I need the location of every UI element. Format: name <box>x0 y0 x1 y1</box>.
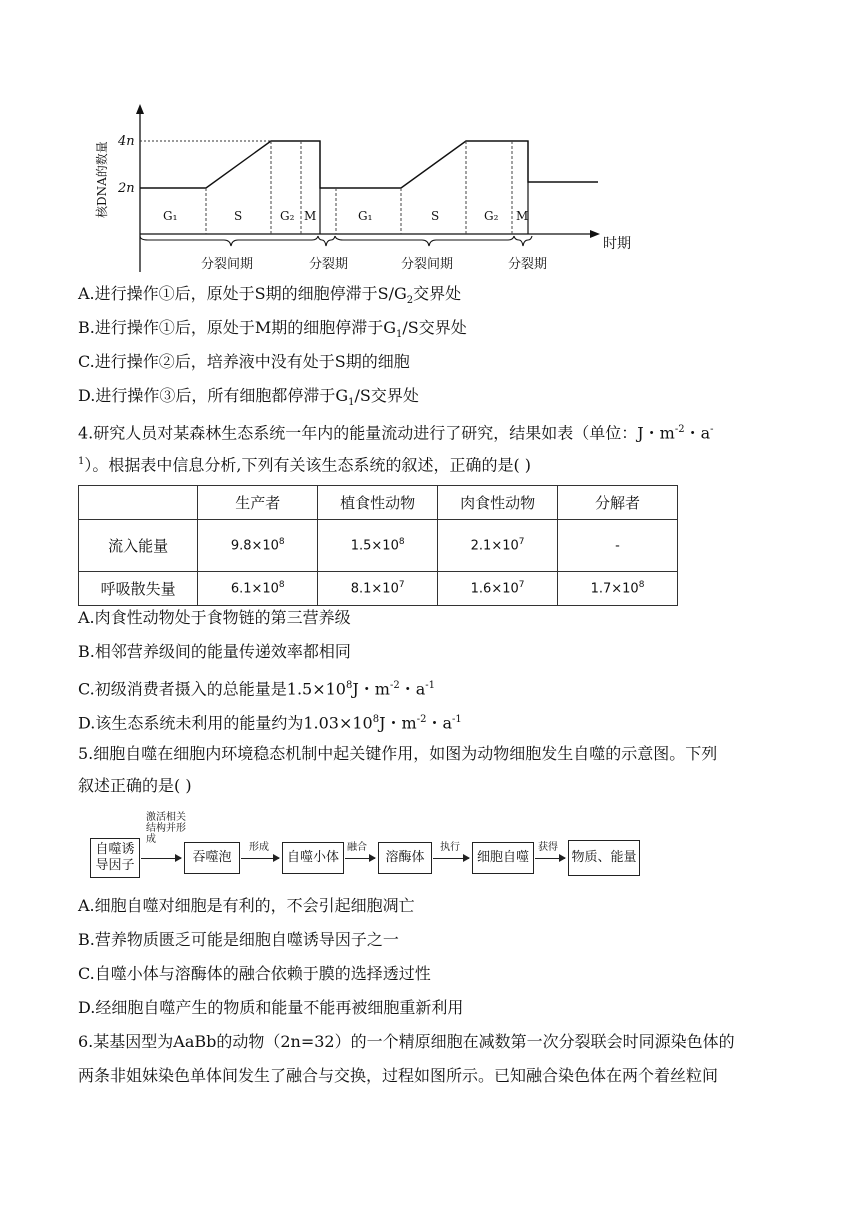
flow-box-lysosome: 溶酶体 <box>378 842 432 874</box>
q3-option-a: A.进行操作①后，原处于S期的细胞停滞于$S/G_2$交界处 <box>78 284 462 307</box>
autophagy-flow-diagram <box>88 812 648 884</box>
flow-label-form: 形成 <box>249 842 269 853</box>
flow-label-fuse: 融合 <box>347 842 367 853</box>
table-header-cell: 肉食性动物 <box>438 486 558 520</box>
flow-box-phagophore: 吞噬泡 <box>184 842 240 874</box>
group-label: 分裂间期 <box>401 257 454 272</box>
q5-stem-line1: 5.细胞自噬在细胞内环境稳态机制中起关键作用，如图为动物细胞发生自噬的示意图。下列 <box>78 744 718 763</box>
dna-content-chart <box>88 100 648 278</box>
phase-label: M <box>304 209 317 223</box>
q3-option-d: D.进行操作③后，所有细胞都停滞于$G_1/S$交界处 <box>78 386 419 409</box>
table-cell: $1.6\times 10^7$ <box>438 572 558 606</box>
table-cell: - <box>558 520 678 572</box>
flow-label-obtain: 获得 <box>538 842 558 853</box>
flow-box-material-energy: 物质、能量 <box>568 840 640 876</box>
table-header-cell: 生产者 <box>198 486 318 520</box>
energy-flow-table <box>78 485 678 606</box>
x-axis-arrow <box>590 230 600 238</box>
table-cell: $9.8\times 10^8$ <box>198 520 318 572</box>
q4-stem-line2: $^1$）。根据表中信息分析,下列有关该生态系统的叙述，正确的是( ) <box>78 455 532 475</box>
table-row <box>79 572 678 606</box>
flow-arrow <box>345 858 375 859</box>
phase-label: M <box>516 209 529 223</box>
phase-label: S <box>431 209 440 223</box>
y-tick-2n: 2n <box>118 181 135 196</box>
table-header-cell <box>79 486 198 520</box>
y-axis-label: 核DNA的数量 <box>95 141 109 218</box>
q3-option-b: B.进行操作①后，原处于M期的细胞停滞于$G_1/S$交界处 <box>78 318 467 341</box>
table-cell: $1.7\times 10^8$ <box>558 572 678 606</box>
table-cell: $6.1\times 10^8$ <box>198 572 318 606</box>
flow-label-execute: 执行 <box>440 842 460 853</box>
y-axis-arrow <box>136 104 144 114</box>
table-cell: $8.1\times 10^7$ <box>318 572 438 606</box>
q5-option-a: A.细胞自噬对细胞是有利的，不会引起细胞凋亡 <box>78 896 415 915</box>
flow-label-activate: 激活相关结构并形成 <box>146 812 186 845</box>
phase-label: G₁ <box>163 209 178 223</box>
flow-box-inducer: 自噬诱导因子 <box>90 838 140 878</box>
row-label: 呼吸散失量 <box>79 572 198 606</box>
flow-arrow <box>433 858 469 859</box>
q6-line1: 6.某基因型为AaBb的动物（2n=32）的一个精原细胞在减数第一次分裂联会时同源染色体的 <box>78 1032 735 1051</box>
flow-arrow <box>241 858 279 859</box>
q4-option-c: C.初级消费者摄入的总能量是$1.5\times 10^8J$・$m^{-2}$・$a^{-1}$ <box>78 679 435 699</box>
table-cell: $1.5\times 10^8$ <box>318 520 438 572</box>
flow-box-autophagosome: 自噬小体 <box>282 842 344 874</box>
x-axis-label: 时期 <box>603 236 631 252</box>
table-header-cell: 植食性动物 <box>318 486 438 520</box>
phase-label: G₂ <box>484 209 499 223</box>
table-cell: $2.1\times 10^7$ <box>438 520 558 572</box>
q4-stem-line1: 4.研究人员对某森林生态系统一年内的能量流动进行了研究，结果如表（单位：J・$m^{-2}$・a- <box>78 423 714 443</box>
q5-stem-line2: 叙述正确的是( ) <box>78 776 192 795</box>
q3-option-c: C.进行操作②后，培养液中没有处于S期的细胞 <box>78 352 410 371</box>
table-header-cell: 分解者 <box>558 486 678 520</box>
q6-line2: 两条非姐妹染色单体间发生了融合与交换，过程如图所示。已知融合染色体在两个着丝粒间 <box>78 1066 719 1085</box>
dna-curve <box>140 141 598 188</box>
flow-arrow <box>535 858 565 859</box>
q5-option-b: B.营养物质匮乏可能是细胞自噬诱导因子之一 <box>78 930 399 949</box>
row-label: 流入能量 <box>79 520 198 572</box>
q4-option-a: A.肉食性动物处于食物链的第三营养级 <box>78 608 351 627</box>
q5-option-d: D.经细胞自噬产生的物质和能量不能再被细胞重新利用 <box>78 998 464 1017</box>
y-tick-4n: 4n <box>118 134 135 149</box>
q4-option-d: D.该生态系统未利用的能量约为$1.03\times 10^8J$・$m^{-2}$・$a^{-1}$ <box>78 713 462 733</box>
q5-option-c: C.自噬小体与溶酶体的融合依赖于膜的选择透过性 <box>78 964 431 983</box>
flow-arrow <box>141 858 181 859</box>
phase-label: S <box>234 209 243 223</box>
group-label: 分裂期 <box>309 257 349 272</box>
table-header-row <box>79 486 678 520</box>
phase-label: G₁ <box>358 209 373 223</box>
table-row <box>79 520 678 572</box>
group-label: 分裂期 <box>508 257 548 272</box>
group-label: 分裂间期 <box>201 257 254 272</box>
braces <box>140 236 532 246</box>
phase-label: G₂ <box>280 209 295 223</box>
q4-option-b: B.相邻营养级间的能量传递效率都相同 <box>78 642 351 661</box>
flow-box-autophagy: 细胞自噬 <box>472 842 534 874</box>
